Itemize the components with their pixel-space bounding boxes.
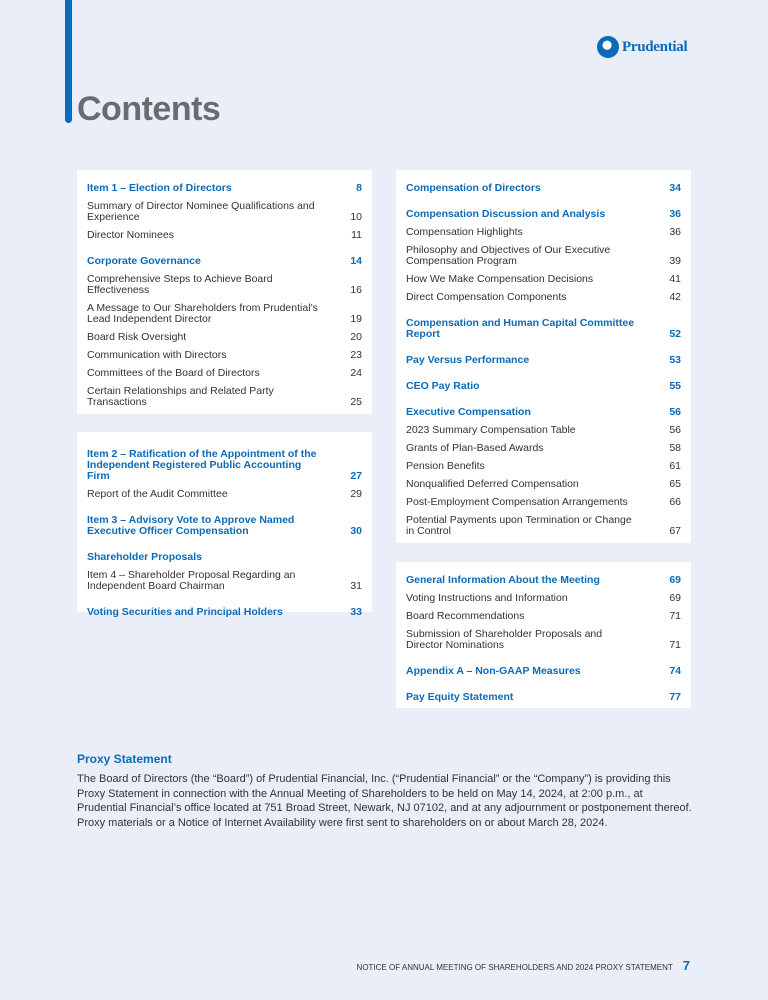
toc-entry-link[interactable] — [406, 493, 681, 511]
toc-section-link[interactable] — [406, 351, 681, 369]
toc-page-number: 23 — [350, 348, 362, 361]
toc-page-number: 8 — [356, 181, 362, 194]
toc-section-link[interactable] — [406, 205, 681, 223]
toc-page-number: 24 — [350, 366, 362, 379]
page-number: 7 — [682, 958, 690, 973]
toc-section-link[interactable] — [87, 252, 362, 270]
toc-entry-label: Board Recommendations — [406, 609, 525, 622]
toc-entry-label: Grants of Plan-Based Awards — [406, 441, 544, 454]
footer-text: NOTICE OF ANNUAL MEETING OF SHAREHOLDERS AND 2024 PROXY STATEMENT — [356, 963, 673, 972]
toc-entry-label: Pay Versus Performance — [406, 353, 530, 366]
toc-entry-link[interactable] — [87, 299, 362, 328]
toc-page-number: 67 — [669, 524, 681, 537]
toc-page-number: 36 — [669, 207, 681, 220]
toc-page-number: 39 — [669, 254, 681, 267]
toc-page-number: 34 — [669, 181, 681, 194]
toc-entry-link[interactable] — [406, 511, 681, 540]
toc-entry-label: Summary of Director Nominee Qualifications and Experience — [87, 199, 315, 223]
toc-entry-link[interactable] — [406, 439, 681, 457]
toc-entry-label: Corporate Governance — [87, 254, 201, 267]
toc-box-right-2 — [396, 562, 691, 708]
toc-page-number: 10 — [350, 210, 362, 223]
toc-entry-label: Item 1 – Election of Directors — [87, 181, 232, 194]
toc-entry-label: Communication with Directors — [87, 348, 227, 361]
toc-entry-label: Philosophy and Objectives of Our Executive Compensation Program — [406, 243, 611, 267]
toc-entry-link[interactable] — [87, 364, 362, 382]
toc-section-link[interactable] — [406, 688, 681, 706]
toc-section-link[interactable] — [87, 548, 362, 566]
toc-entry-label: Compensation Highlights — [406, 225, 523, 238]
toc-entry-label: Nonqualified Deferred Compensation — [406, 477, 579, 490]
toc-page-number: 52 — [669, 327, 681, 340]
toc-page-number: 71 — [669, 609, 681, 622]
toc-page-number: 69 — [669, 573, 681, 586]
toc-page-number: 30 — [350, 524, 362, 537]
toc-entry-label: Item 4 – Shareholder Proposal Regarding an Independent Board Chairman — [87, 568, 296, 592]
prudential-logo — [597, 36, 687, 58]
toc-page-number: 31 — [350, 579, 362, 592]
toc-entry-label: Compensation of Directors — [406, 181, 541, 194]
toc-page-number: 56 — [669, 423, 681, 436]
toc-section-link[interactable] — [87, 511, 362, 540]
toc-page-number: 56 — [669, 405, 681, 418]
toc-page-number: 11 — [351, 228, 362, 241]
toc-page-number: 33 — [350, 605, 362, 618]
toc-entry-link[interactable] — [406, 288, 681, 306]
toc-entry-link[interactable] — [406, 625, 681, 654]
toc-entry-link[interactable] — [87, 485, 362, 503]
toc-entry-label: Item 3 – Advisory Vote to Approve Named Executive Officer Compensation — [87, 513, 295, 537]
proxy-heading: Proxy Statement — [77, 752, 172, 766]
toc-page-number: 55 — [669, 379, 681, 392]
toc-page-number: 25 — [350, 395, 362, 408]
rock-logo-icon — [597, 36, 619, 58]
toc-entry-label: Voting Securities and Principal Holders — [87, 605, 283, 618]
toc-entry-label: Executive Compensation — [406, 405, 531, 418]
toc-entry-link[interactable] — [87, 346, 362, 364]
toc-page-number: 16 — [350, 283, 362, 296]
page-footer — [357, 958, 690, 973]
toc-entry-link[interactable] — [406, 457, 681, 475]
toc-page-number: 14 — [350, 254, 362, 267]
toc-entry-label: Item 2 – Ratification of the Appointment of the Independent Registered Public Accounting Firm — [87, 447, 317, 482]
toc-entry-link[interactable] — [87, 382, 362, 411]
toc-box-right-1 — [396, 170, 691, 543]
page-title: Contents — [77, 90, 221, 128]
toc-entry-label: Compensation and Human Capital Committee Report — [406, 316, 635, 340]
toc-entry-label: 2023 Summary Compensation Table — [406, 423, 576, 436]
toc-box-left-2 — [77, 432, 372, 618]
toc-page-number: 61 — [669, 459, 681, 472]
toc-entry-label: Pay Equity Statement — [406, 690, 514, 703]
toc-section-link[interactable] — [406, 179, 681, 197]
toc-entry-label: A Message to Our Shareholders from Prudential’s Lead Independent Director — [87, 301, 318, 325]
toc-entry-label: Submission of Shareholder Proposals and Director Nominations — [406, 627, 603, 651]
brand-name: Prudential — [622, 38, 688, 55]
toc-entry-label: Director Nominees — [87, 228, 174, 241]
toc-entry-label: Direct Compensation Components — [406, 290, 567, 303]
toc-entry-label: Voting Instructions and Information — [406, 591, 568, 604]
toc-page-number: 71 — [669, 638, 681, 651]
toc-entry-label: Committees of the Board of Directors — [87, 366, 260, 379]
toc-section-link[interactable] — [406, 314, 681, 343]
toc-section-link[interactable] — [406, 403, 681, 421]
toc-entry-label: Comprehensive Steps to Achieve Board Effectiveness — [87, 272, 273, 296]
toc-page-number: 36 — [669, 225, 681, 238]
toc-entry-label: Compensation Discussion and Analysis — [406, 207, 606, 220]
toc-box-left-1 — [77, 170, 372, 414]
toc-page-number: 66 — [669, 495, 681, 508]
toc-page-number: 19 — [350, 312, 362, 325]
toc-section-link[interactable] — [87, 603, 362, 621]
toc-entry-label: Board Risk Oversight — [87, 330, 187, 343]
toc-entry-label: Certain Relationships and Related Party Transactions — [87, 384, 274, 408]
toc-entry-link[interactable] — [87, 197, 362, 226]
toc-page-number: 58 — [669, 441, 681, 454]
toc-entry-link[interactable] — [87, 270, 362, 299]
toc-section-link[interactable] — [406, 377, 681, 395]
toc-entry-label: Appendix A – Non-GAAP Measures — [406, 664, 581, 677]
toc-section-link[interactable] — [406, 662, 681, 680]
toc-page-number: 77 — [669, 690, 681, 703]
proxy-body: The Board of Directors (the “Board”) of Prudential Financial, Inc. (“Prudential Financial” or the “Company”) is providing this Proxy Statement in connection with the Annual Meeting of Shareholders to be held on May 14, 2024, at 2:00 p.m., at Prudential Financial’s office located at 751 Broad Street, Newark, NJ 07102, and at any adjournment or postponement thereof. Proxy materials or a Notice of Internet Availability were first sent to shareholders on or about March 28, 2024. — [77, 773, 692, 829]
toc-entry-label: General Information About the Meeting — [406, 573, 600, 586]
toc-entry-link[interactable] — [406, 223, 681, 241]
toc-entry-label: Pension Benefits — [406, 459, 485, 472]
toc-entry-link[interactable] — [406, 475, 681, 493]
toc-page-number: 20 — [350, 330, 362, 343]
toc-entry-link[interactable] — [406, 241, 681, 270]
toc-entry-label: Report of the Audit Committee — [87, 487, 228, 500]
toc-entry-link[interactable] — [87, 226, 362, 244]
toc-entry-link[interactable] — [406, 421, 681, 439]
toc-section-link[interactable] — [87, 445, 362, 485]
toc-page-number: 69 — [669, 591, 681, 604]
toc-entry-label: How We Make Compensation Decisions — [406, 272, 594, 285]
toc-page-number: 41 — [669, 272, 681, 285]
proxy-statement — [77, 752, 692, 830]
toc-entry-link[interactable] — [406, 607, 681, 625]
toc-entry-link[interactable] — [87, 566, 362, 595]
toc-entry-link[interactable] — [87, 328, 362, 346]
toc-page-number: 29 — [350, 487, 362, 500]
toc-entry-label: Potential Payments upon Termination or Change in Control — [406, 513, 632, 537]
toc-entry-label: Post-Employment Compensation Arrangements — [406, 495, 628, 508]
toc-page-number: 53 — [669, 353, 681, 366]
toc-page-number: 65 — [669, 477, 681, 490]
accent-bar — [65, 0, 72, 123]
toc-section-link[interactable] — [87, 179, 362, 197]
toc-entry-label: CEO Pay Ratio — [406, 379, 480, 392]
toc-entry-link[interactable] — [406, 589, 681, 607]
toc-page-number: 74 — [669, 664, 681, 677]
toc-page-number: 42 — [669, 290, 681, 303]
toc-page-number: 27 — [350, 469, 362, 482]
toc-entry-link[interactable] — [406, 270, 681, 288]
toc-section-link[interactable] — [406, 571, 681, 589]
toc-entry-label: Shareholder Proposals — [87, 550, 202, 563]
